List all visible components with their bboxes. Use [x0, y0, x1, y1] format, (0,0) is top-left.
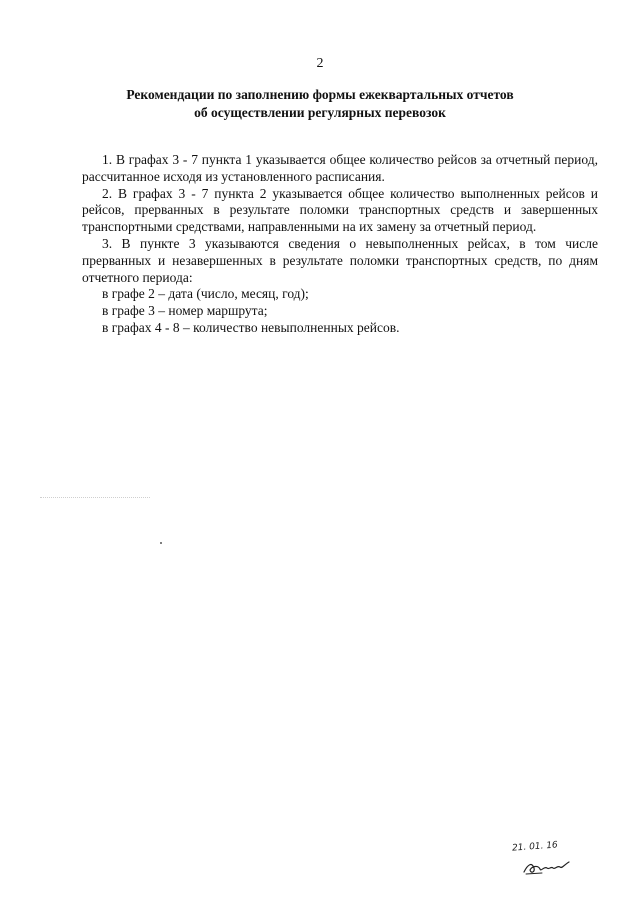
- signature-icon: [522, 856, 572, 878]
- document-title: [60, 86, 580, 122]
- sub-item-route: в графе 3 – номер маршрута;: [102, 303, 268, 319]
- paragraph-3: 3. В пункте 3 указываются сведения о невыполненных рейсах, в том числе прерванных и незавершенных в результате поломки транспортных средств, по дням отчетного периода:: [82, 235, 598, 285]
- sub-item-count: в графах 4 - 8 – количество невыполненных рейсов.: [102, 319, 400, 335]
- scan-artifact-speck: [160, 542, 162, 544]
- title-line-1: Рекомендации по заполнению формы ежеквартальных отчетов: [126, 87, 514, 102]
- scan-artifact-dots: [40, 497, 150, 500]
- document-body: [82, 152, 598, 337]
- paragraph-2: 2. В графах 3 - 7 пункта 2 указывается общее количество выполненных рейсов и рейсов, прерванных в результате поломки транспортных средств и завершенных транспортными средствами, направленными на их замену за отчетный период.: [82, 185, 598, 235]
- paragraph-1: 1. В графах 3 - 7 пункта 1 указывается общее количество рейсов за отчетный период, рассчитанное исходя из установленного расписания.: [82, 152, 598, 184]
- handwritten-date: 21. 01. 16: [511, 840, 559, 854]
- sub-item-date: в графе 2 – дата (число, месяц, год);: [102, 286, 309, 302]
- title-line-2: об осуществлении регулярных перевозок: [194, 105, 446, 120]
- page-number: 2: [316, 56, 324, 71]
